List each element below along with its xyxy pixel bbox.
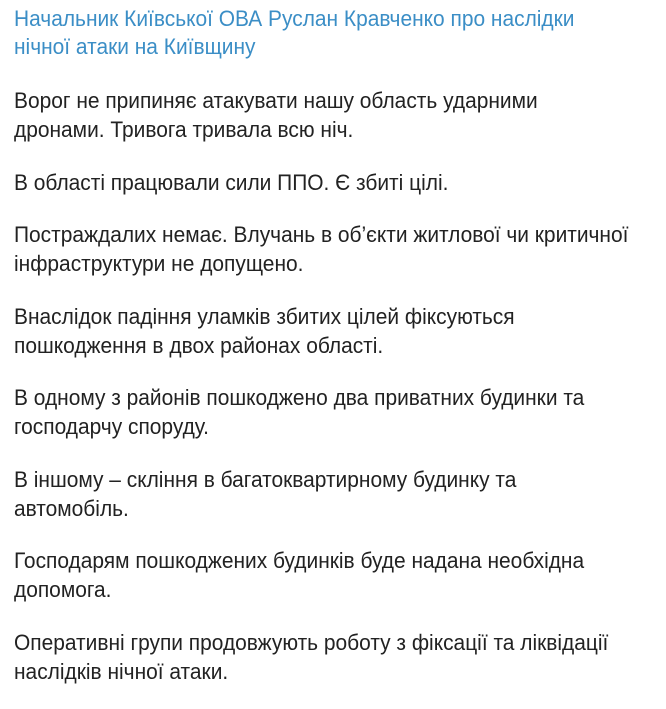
paragraph-line: автомобіль. (14, 495, 129, 521)
paragraph-enemy-attack (14, 86, 628, 144)
paragraph-line: Господарям пошкоджених будинків буде надана необхідна (14, 548, 585, 573)
paragraph-line: Внаслідок падіння уламків збитих цілей фіксуються (14, 303, 515, 329)
paragraph-line: наслідків нічної атаки. (14, 658, 229, 684)
paragraph-line: В іншому – скління в багатоквартирному будинку та (14, 466, 517, 492)
paragraph-line: інфраструктури не допущено. (14, 251, 304, 276)
paragraph-debris-damage (14, 302, 628, 360)
paragraph-line: В одному з районів пошкоджено два приватних будинки та (14, 385, 585, 410)
paragraph-first-district (14, 383, 628, 441)
paragraph-line: дронами. Тривога тривала всю ніч. (14, 117, 354, 142)
paragraph-line: господарчу споруду. (14, 414, 209, 439)
paragraph-no-casualties (14, 220, 628, 278)
paragraph-line: допомога. (14, 577, 112, 602)
title-line: нічної атаки на Київщину (14, 34, 256, 59)
paragraph-line: пошкодження в двох районах області. (14, 332, 384, 358)
paragraph-operative-groups (14, 628, 628, 686)
paragraph-line: Оперативні групи продовжують роботу з фіксації та ліквідації (14, 629, 609, 655)
news-post (14, 5, 666, 709)
paragraph-line: В області працювали сили ППО. Є збиті цілі. (14, 169, 449, 195)
post-title (14, 5, 628, 61)
paragraph-assistance (14, 546, 628, 604)
paragraph-air-defense (14, 168, 628, 197)
paragraph-second-district (14, 465, 628, 523)
title-line: Начальник Київської ОВА Руслан Кравченко про наслідки (14, 6, 575, 31)
paragraph-line: Ворог не припиняє атакувати нашу область ударними (14, 88, 538, 113)
paragraph-line: Постраждалих немає. Влучань в об’єкти житлової чи критичної (14, 222, 629, 247)
